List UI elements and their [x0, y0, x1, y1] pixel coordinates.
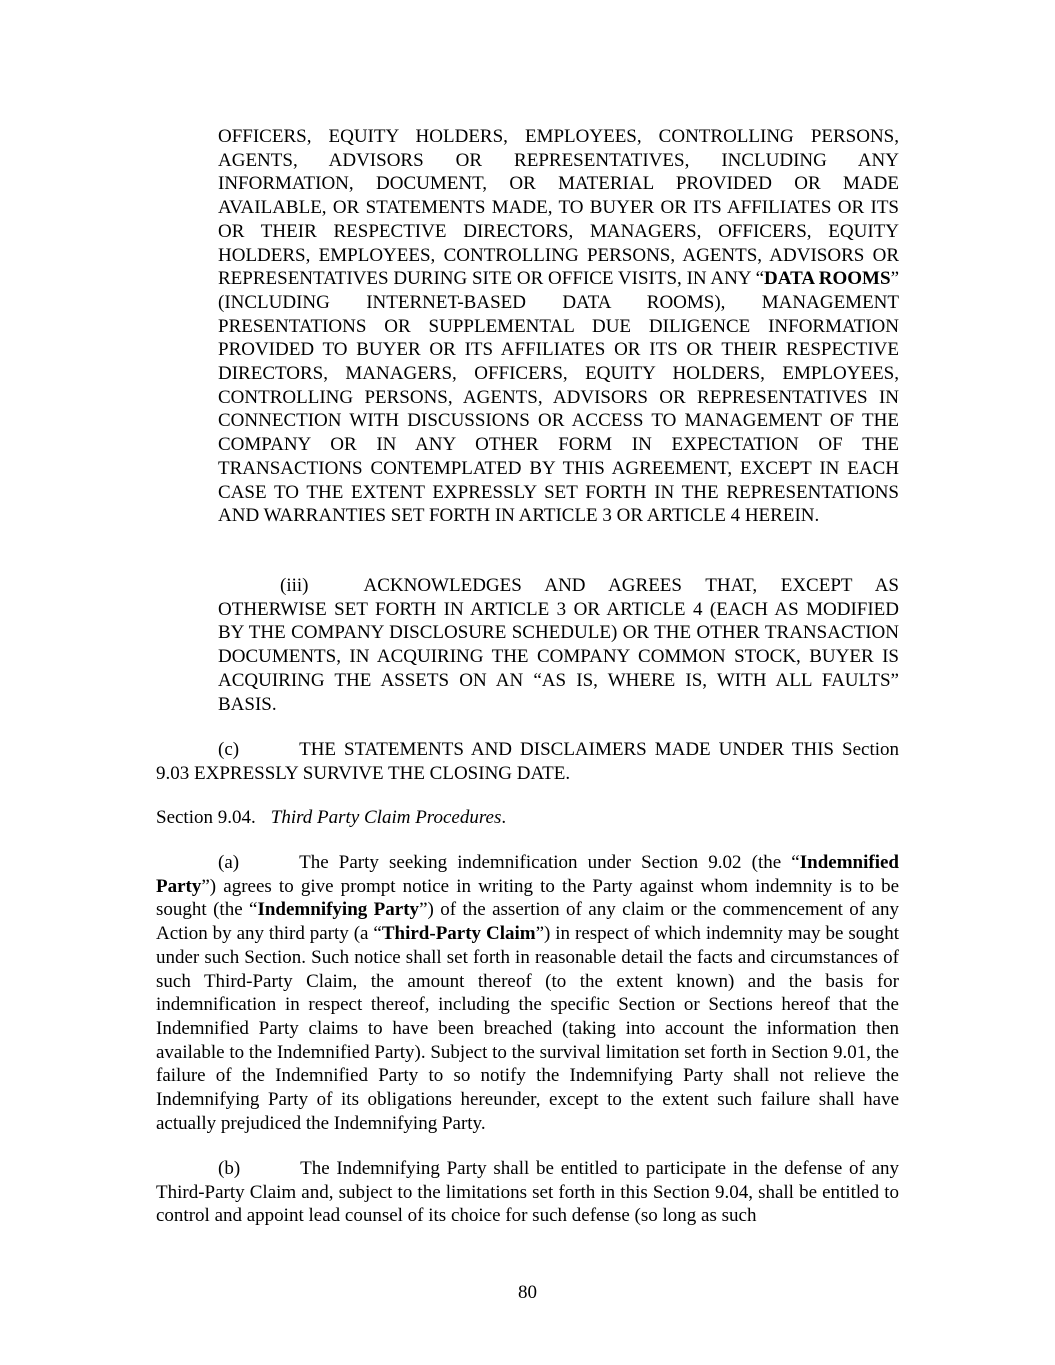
paragraph-ii-text-cont: ” (INCLUDING INTERNET-BASED DATA ROOMS), MANAGEMENT PRESENTATIONS OR SUPPLEMENTAL DUE DILIGENCE INFORMATION PROVIDED TO BUYER OR ITS AFFILIATES OR ITS OR THEIR RESPECTIVE DIRECTORS, MANAGERS, OFFICERS, EQUITY HOLDERS, EMPLOYEES, CONTROLLING PERSONS, AGENTS, ADVISORS OR REPRESENTATIVES IN CONNECTION WITH DISCUSSIONS OR ACCESS TO MANAGEMENT OF THE COMPANY OR IN ANY OTHER FORM IN EXPECTATION OF THE TRANSACTIONS CONTEMPLATED BY THIS AGREEMENT, EXCEPT IN EACH CASE TO THE EXTENT EXPRESSLY SET FORTH IN THE REPRESENTATIONS AND WARRANTIES SET FORTH IN ARTICLE 3 OR ARTICLE 4 HEREIN. [218, 268, 899, 527]
section-title: Third Party Claim Procedures [270, 807, 502, 828]
paragraph-a: (a) The Party seeking indemnification under Section 9.02 (the “Indemnified Party”) agrees to give prompt notice in writing to the Party against whom indemnity is to be sought (the “Indemnifying Party”) of the assertion of any claim or the commencement of any Action by any third party (a “Third-Party Claim”) in respect of which indemnity may be sought under such Section. Such notice shall set forth in reasonable detail the facts and circumstances of such Third-Party Claim, the amount thereof (to the extent known) and the basis for indemnification in respect thereof, including the specific Section or Sections hereof that the Indemnified Party claims to have been breached (taking into account the information then available to the Indemnified Party). Subject to the survival limitation set forth in Section 9.01, the failure of the Indemnified Party to so notify the Indemnifying Party shall not relieve the Indemnifying Party of its obligations hereunder, except to the extent such failure shall have actually prejudiced the Indemnifying Party. [156, 852, 899, 1134]
paragraph-a-label: (a) [218, 852, 240, 873]
paragraph-iii [218, 574, 899, 716]
paragraph-iii-text: ACKNOWLEDGES AND AGREES THAT, EXCEPT AS OTHERWISE SET FORTH IN ARTICLE 3 OR ARTICLE 4 (EACH AS MODIFIED BY THE COMPANY DISCLOSURE SCHEDULE) OR THE OTHER TRANSACTION DOCUMENTS, IN ACQUIRING THE COMPANY COMMON STOCK, BUYER IS ACQUIRING THE ASSETS ON AN “AS IS, WHERE IS, WITH ALL FAULTS” BASIS. [218, 575, 899, 715]
section-heading: Section 9.04. Third Party Claim Procedures. [156, 807, 507, 828]
defined-term-indemnifying-party: Indemnifying Party [257, 899, 420, 921]
paragraph-b [156, 1157, 899, 1228]
paragraph-c [156, 738, 899, 785]
paragraph-c-text: THE STATEMENTS AND DISCLAIMERS MADE UNDER THIS Section 9.03 EXPRESSLY SURVIVE THE CLOSING DATE. [156, 739, 899, 784]
defined-term-indemnified-party: Indemnified Party [156, 852, 899, 897]
defined-term-third-party-claim: Third-Party Claim [381, 923, 536, 945]
paragraph-b-text: The Indemnifying Party shall be entitled to participate in the defense of any Third-Party Claim and, subject to the limitations set forth in this Section 9.04, shall be entitled to control and appoint lead counsel of its choice for such defense (so long as such [156, 1158, 899, 1227]
defined-term-data-rooms: DATA ROOMS [764, 268, 891, 290]
paragraph-iii-label: (iii) [280, 575, 309, 596]
section-number: Section 9.04. [156, 807, 256, 828]
page-number: 80 [518, 1282, 537, 1303]
paragraph-b-label: (b) [218, 1158, 241, 1179]
paragraph-c-label: (c) [218, 739, 240, 760]
paragraph-ii-text: OFFICERS, EQUITY HOLDERS, EMPLOYEES, CONTROLLING PERSONS, AGENTS, ADVISORS OR REPRESENTATIVES, INCLUDING ANY INFORMATION, DOCUMENT, OR MATERIAL PROVIDED OR MADE AVAILABLE, OR STATEMENTS MADE, TO BUYER OR ITS AFFILIATES OR ITS OR THEIR RESPECTIVE DIRECTORS, MANAGERS, OFFICERS, EQUITY HOLDERS, EMPLOYEES, CONTROLLING PERSONS, AGENTS, ADVISORS OR REPRESENTATIVES DURING SITE OR OFFICE VISITS, IN ANY “ [218, 126, 899, 290]
paragraph-ii-continued [218, 125, 899, 528]
